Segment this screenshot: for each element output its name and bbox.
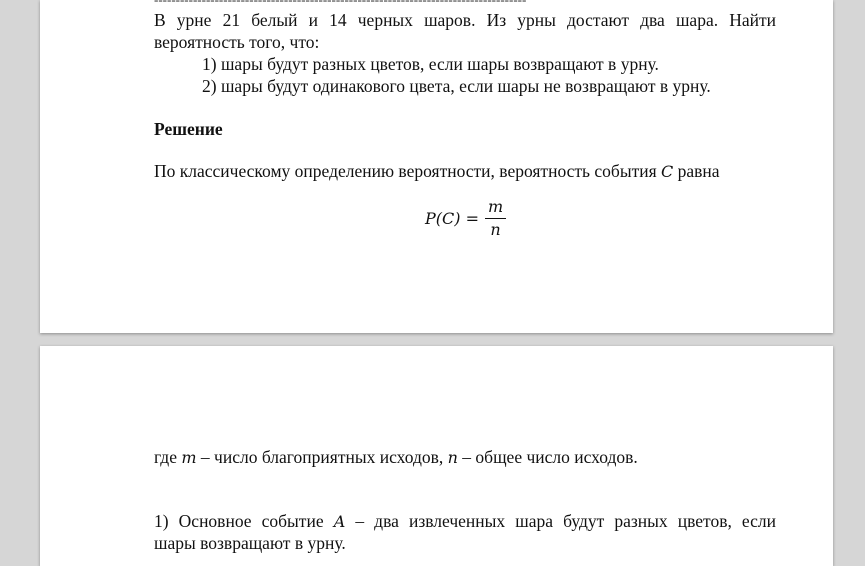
document-page-1: [40, 0, 833, 333]
formula-fraction: [485, 198, 506, 239]
where-prefix: где: [154, 447, 177, 467]
part1-text-a: 1) Основное событие: [154, 511, 324, 531]
definition-paragraph: [154, 160, 776, 183]
separator-line: [154, 0, 526, 8]
formula-numerator: m: [485, 198, 506, 219]
variable-n: n: [447, 448, 458, 467]
problem-item-2: 2) шары будут одинакового цвета, если шары не возвращают в урну.: [202, 76, 711, 96]
part1-text-b: – два извлеченных шара будут разных цветов, если: [355, 511, 777, 531]
problem-line-1: В урне 21 белый и 14 черных шаров. Из урны достают два шара. Найти: [154, 10, 776, 30]
event-variable-c: C: [661, 162, 674, 181]
solution-heading: Решение: [154, 119, 223, 139]
where-tail: – общее число исходов.: [462, 447, 638, 467]
definition-text: По классическому определению вероятности, вероятность события: [154, 161, 657, 181]
where-paragraph: [154, 446, 776, 469]
where-mid: – число благоприятных исходов,: [200, 447, 444, 467]
part1-line-2: шары возвращают в урну.: [154, 533, 346, 553]
problem-line-2: вероятность того, что:: [154, 32, 320, 52]
formula-lhs: P(C) =: [425, 209, 479, 228]
part1-line-1: [154, 510, 776, 533]
event-variable-a: A: [333, 512, 346, 531]
problem-item-1: 1) шары будут разных цветов, если шары возвращают в урну.: [202, 54, 659, 74]
definition-tail: равна: [677, 161, 720, 181]
document-page-2: [40, 346, 833, 566]
formula-denominator: n: [490, 220, 501, 239]
variable-m: m: [181, 448, 197, 467]
probability-formula: [425, 198, 506, 239]
